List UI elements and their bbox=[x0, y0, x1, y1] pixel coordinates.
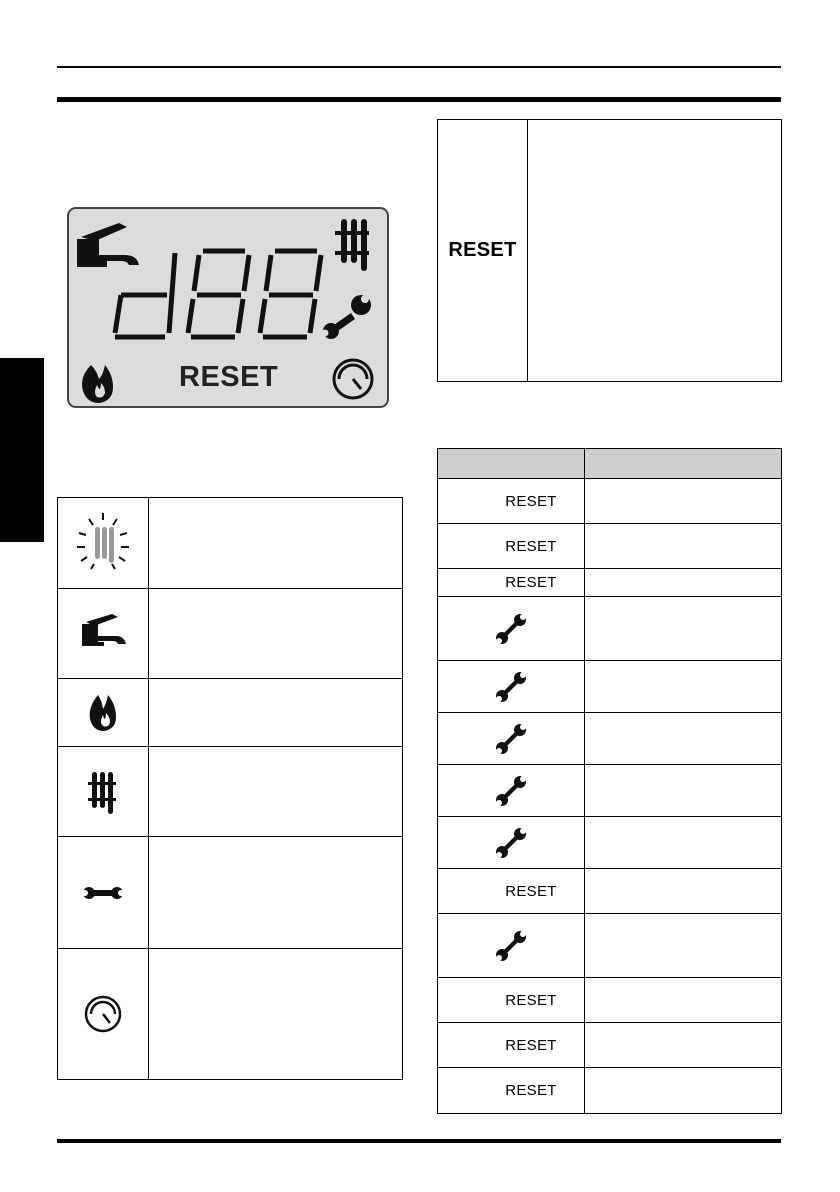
reset-code-label: RESET bbox=[505, 882, 557, 900]
error-code-reset bbox=[438, 479, 585, 523]
hot-water-tap-icon bbox=[77, 223, 139, 267]
error-table-row bbox=[438, 978, 781, 1023]
error-table-row bbox=[438, 869, 781, 914]
reset-box-icon-cell bbox=[438, 120, 528, 381]
reset-label: RESET bbox=[448, 239, 517, 261]
top-rule-thin bbox=[57, 66, 781, 68]
reset-code-label: RESET bbox=[505, 492, 557, 510]
wrench-icon bbox=[322, 295, 372, 339]
error-table-row bbox=[438, 524, 781, 569]
pressure-gauge-icon bbox=[334, 360, 372, 398]
hot-water-tap-icon bbox=[58, 589, 149, 678]
flame-icon bbox=[82, 365, 113, 403]
radiator-icon bbox=[335, 219, 369, 271]
reset-info-box bbox=[437, 119, 782, 382]
error-table-row bbox=[438, 569, 781, 597]
error-code-reset bbox=[438, 524, 585, 568]
wrench-icon bbox=[438, 765, 585, 816]
error-table-row bbox=[438, 914, 781, 978]
legend-row bbox=[58, 746, 402, 836]
flame-icon bbox=[58, 679, 149, 746]
error-table-row bbox=[438, 661, 781, 713]
top-rule-thick bbox=[57, 97, 781, 102]
legend-row bbox=[58, 588, 402, 678]
icon-legend-table bbox=[57, 497, 403, 1080]
legend-row bbox=[58, 948, 402, 1079]
side-tab bbox=[0, 358, 44, 542]
radiator-icon bbox=[58, 747, 149, 836]
reset-code-label: RESET bbox=[505, 1036, 557, 1054]
error-table-row bbox=[438, 479, 781, 524]
pressure-gauge-icon bbox=[58, 949, 149, 1079]
reset-code-label: RESET bbox=[505, 1082, 557, 1099]
error-code-reset bbox=[438, 569, 585, 596]
lcd-display bbox=[67, 207, 389, 408]
error-table-body bbox=[438, 479, 781, 1113]
bottom-rule bbox=[57, 1139, 781, 1143]
legend-row bbox=[58, 836, 402, 948]
lcd-reset-label: RESET bbox=[179, 361, 279, 393]
legend-row bbox=[58, 678, 402, 746]
reset-code-label: RESET bbox=[505, 574, 557, 591]
error-table-row bbox=[438, 765, 781, 817]
error-code-reset bbox=[438, 869, 585, 913]
error-table-row bbox=[438, 597, 781, 661]
error-code-reset bbox=[438, 978, 585, 1022]
error-table-row bbox=[438, 1068, 781, 1113]
wrench-icon bbox=[438, 713, 585, 764]
reset-code-label: RESET bbox=[505, 991, 557, 1009]
legend-row bbox=[58, 498, 402, 588]
error-code-reset bbox=[438, 1068, 585, 1113]
error-table-row bbox=[438, 713, 781, 765]
wrench-icon bbox=[58, 837, 149, 948]
wrench-icon bbox=[438, 597, 585, 660]
error-table-row bbox=[438, 817, 781, 869]
error-code-table bbox=[437, 448, 782, 1114]
lcd-digits bbox=[115, 251, 321, 337]
reset-code-label: RESET bbox=[505, 537, 557, 555]
wrench-icon bbox=[438, 661, 585, 712]
error-table-header bbox=[438, 449, 781, 479]
wrench-icon bbox=[438, 817, 585, 868]
error-table-row bbox=[438, 1023, 781, 1068]
wrench-icon bbox=[438, 914, 585, 977]
error-code-reset bbox=[438, 1023, 585, 1067]
radiator-flashing-icon bbox=[58, 498, 149, 588]
